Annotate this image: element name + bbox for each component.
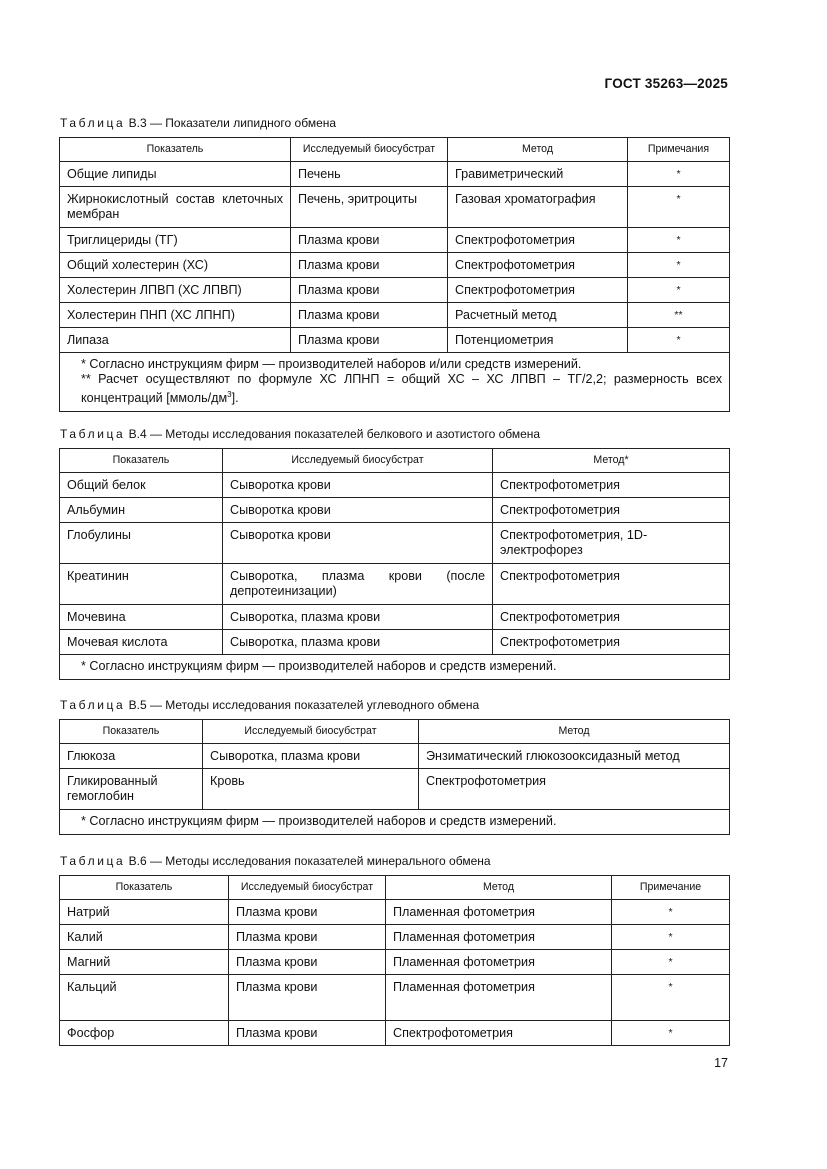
note-line: * Согласно инструкциям фирм — производителей наборов и средств измерений. xyxy=(81,659,557,673)
table-row xyxy=(60,975,730,1021)
table-note-row xyxy=(60,655,730,680)
note-line xyxy=(67,372,722,406)
cell: Расчетный метод xyxy=(448,303,628,328)
table-header-row xyxy=(60,876,730,900)
cell: ** xyxy=(628,303,730,328)
caption-label: Таблица xyxy=(60,116,126,130)
cell: * xyxy=(628,253,730,278)
cell: Плазма крови xyxy=(291,328,448,353)
column-header: Исследуемый биосубстрат xyxy=(223,449,493,473)
cell: Спектрофотометрия xyxy=(493,473,730,498)
table-row xyxy=(60,950,730,975)
cell: Плазма крови xyxy=(291,278,448,303)
cell: Газовая хроматография xyxy=(448,187,628,228)
column-header: Примечания xyxy=(628,138,730,162)
cell: Пламенная фотометрия xyxy=(386,975,612,1021)
table-row xyxy=(60,498,730,523)
table-row xyxy=(60,187,730,228)
table-b4 xyxy=(59,448,730,680)
cell: Спектрофотометрия xyxy=(493,498,730,523)
cell: * xyxy=(628,278,730,303)
cell: Сыворотка, плазма крови (после депротеинизации) xyxy=(223,564,493,605)
column-header: Исследуемый биосубстрат xyxy=(229,876,386,900)
column-header: Показатель xyxy=(60,449,223,473)
cell: Мочевая кислота xyxy=(60,630,223,655)
column-header: Примечание xyxy=(612,876,730,900)
table-header-row xyxy=(60,720,730,744)
document-header: ГОСТ 35263—2025 xyxy=(604,76,728,91)
cell: Глюкоза xyxy=(60,744,203,769)
table-row xyxy=(60,925,730,950)
page-number: 17 xyxy=(714,1056,728,1070)
cell: * xyxy=(628,328,730,353)
table-row xyxy=(60,228,730,253)
table-b5-caption xyxy=(60,698,479,712)
cell: Печень, эритроциты xyxy=(291,187,448,228)
caption-label: Таблица xyxy=(60,698,126,712)
table-row xyxy=(60,605,730,630)
column-header: Метод xyxy=(386,876,612,900)
cell: Калий xyxy=(60,925,229,950)
cell: Сыворотка, плазма крови xyxy=(223,630,493,655)
note-line: * Согласно инструкциям фирм — производителей наборов и средств измерений. xyxy=(81,814,557,828)
cell: Сыворотка, плазма крови xyxy=(203,744,419,769)
caption-title: В.4 — Методы исследования показателей белкового и азотистого обмена xyxy=(125,427,541,441)
cell: Липаза xyxy=(60,328,291,353)
cell: Потенциометрия xyxy=(448,328,628,353)
cell: Альбумин xyxy=(60,498,223,523)
cell: Общий белок xyxy=(60,473,223,498)
cell: Общие липиды xyxy=(60,162,291,187)
cell: Печень xyxy=(291,162,448,187)
table-b5 xyxy=(59,719,730,835)
cell: Общий холестерин (ХС) xyxy=(60,253,291,278)
cell: * xyxy=(612,950,730,975)
cell: Спектрофотометрия xyxy=(493,564,730,605)
table-row xyxy=(60,473,730,498)
cell: Плазма крови xyxy=(229,950,386,975)
cell: Холестерин ЛПВП (ХС ЛПВП) xyxy=(60,278,291,303)
column-header: Метод* xyxy=(493,449,730,473)
table-row xyxy=(60,769,730,810)
cell: * xyxy=(612,1021,730,1046)
cell: Плазма крови xyxy=(229,1021,386,1046)
table-b6 xyxy=(59,875,730,1046)
table-row xyxy=(60,1021,730,1046)
table-note xyxy=(60,810,730,835)
cell: Глобулины xyxy=(60,523,223,564)
cell: Спектрофотометрия, 1D-электрофорез xyxy=(493,523,730,564)
cell: Натрий xyxy=(60,900,229,925)
cell: Кровь xyxy=(203,769,419,810)
cell: Гликированный гемоглобин xyxy=(60,769,203,810)
cell: Мочевина xyxy=(60,605,223,630)
column-header: Исследуемый биосубстрат xyxy=(291,138,448,162)
note-line: * Согласно инструкциям фирм — производителей наборов и/или средств измерений. xyxy=(81,357,582,371)
cell: Пламенная фотометрия xyxy=(386,950,612,975)
cell: * xyxy=(628,187,730,228)
table-note-row xyxy=(60,353,730,412)
cell: * xyxy=(628,228,730,253)
cell: Сыворотка крови xyxy=(223,523,493,564)
cell: Спектрофотометрия xyxy=(448,253,628,278)
cell: Плазма крови xyxy=(291,303,448,328)
cell: Плазма крови xyxy=(291,228,448,253)
cell: Креатинин xyxy=(60,564,223,605)
table-row xyxy=(60,162,730,187)
column-header: Метод xyxy=(448,138,628,162)
table-row xyxy=(60,278,730,303)
cell: Сыворотка, плазма крови xyxy=(223,605,493,630)
table-note-row xyxy=(60,810,730,835)
table-row xyxy=(60,328,730,353)
cell: Холестерин ПНП (ХС ЛПНП) xyxy=(60,303,291,328)
cell: Жирнокислотный состав клеточных мембран xyxy=(60,187,291,228)
table-b4-caption xyxy=(60,427,540,441)
table-row xyxy=(60,253,730,278)
caption-title: В.3 — Показатели липидного обмена xyxy=(125,116,337,130)
column-header: Метод xyxy=(419,720,730,744)
superscript: 3 xyxy=(227,390,232,399)
note-text: ** Расчет осуществляют по формуле ХС ЛПНП = общий ХС – ХС ЛПВП – ТГ/2,2; размерность всех концентраций [ммоль/дм xyxy=(81,372,722,406)
table-note xyxy=(60,353,730,412)
cell: Спектрофотометрия xyxy=(448,228,628,253)
cell: Спектрофотометрия xyxy=(493,630,730,655)
cell: Спектрофотометрия xyxy=(419,769,730,810)
table-b3 xyxy=(59,137,730,412)
cell: Плазма крови xyxy=(229,925,386,950)
table-b3-caption xyxy=(60,116,336,130)
column-header: Показатель xyxy=(60,876,229,900)
cell: Магний xyxy=(60,950,229,975)
caption-label: Таблица xyxy=(60,427,126,441)
cell: Плазма крови xyxy=(291,253,448,278)
cell: * xyxy=(612,925,730,950)
cell: Спектрофотометрия xyxy=(493,605,730,630)
table-row xyxy=(60,523,730,564)
table-header-row xyxy=(60,138,730,162)
cell: Гравиметрический xyxy=(448,162,628,187)
cell: Спектрофотометрия xyxy=(448,278,628,303)
cell: Пламенная фотометрия xyxy=(386,900,612,925)
cell: Триглицериды (ТГ) xyxy=(60,228,291,253)
table-note xyxy=(60,655,730,680)
cell: Пламенная фотометрия xyxy=(386,925,612,950)
cell: Спектрофотометрия xyxy=(386,1021,612,1046)
cell: Сыворотка крови xyxy=(223,473,493,498)
table-header-row xyxy=(60,449,730,473)
note-text-end: ]. xyxy=(231,391,239,406)
column-header: Показатель xyxy=(60,138,291,162)
cell: Кальций xyxy=(60,975,229,1021)
column-header: Показатель xyxy=(60,720,203,744)
table-row xyxy=(60,744,730,769)
caption-label: Таблица xyxy=(60,854,126,868)
table-b6-caption xyxy=(60,854,491,868)
cell: Фосфор xyxy=(60,1021,229,1046)
caption-title: В.5 — Методы исследования показателей углеводного обмена xyxy=(125,698,480,712)
table-row xyxy=(60,630,730,655)
cell: Энзиматический глюкозооксидазный метод xyxy=(419,744,730,769)
table-row xyxy=(60,900,730,925)
table-row xyxy=(60,303,730,328)
cell: * xyxy=(612,900,730,925)
cell: * xyxy=(628,162,730,187)
column-header: Исследуемый биосубстрат xyxy=(203,720,419,744)
cell: Плазма крови xyxy=(229,975,386,1021)
cell: Плазма крови xyxy=(229,900,386,925)
cell: Сыворотка крови xyxy=(223,498,493,523)
table-row xyxy=(60,564,730,605)
cell: * xyxy=(612,975,730,1021)
caption-title: В.6 — Методы исследования показателей минерального обмена xyxy=(125,854,491,868)
